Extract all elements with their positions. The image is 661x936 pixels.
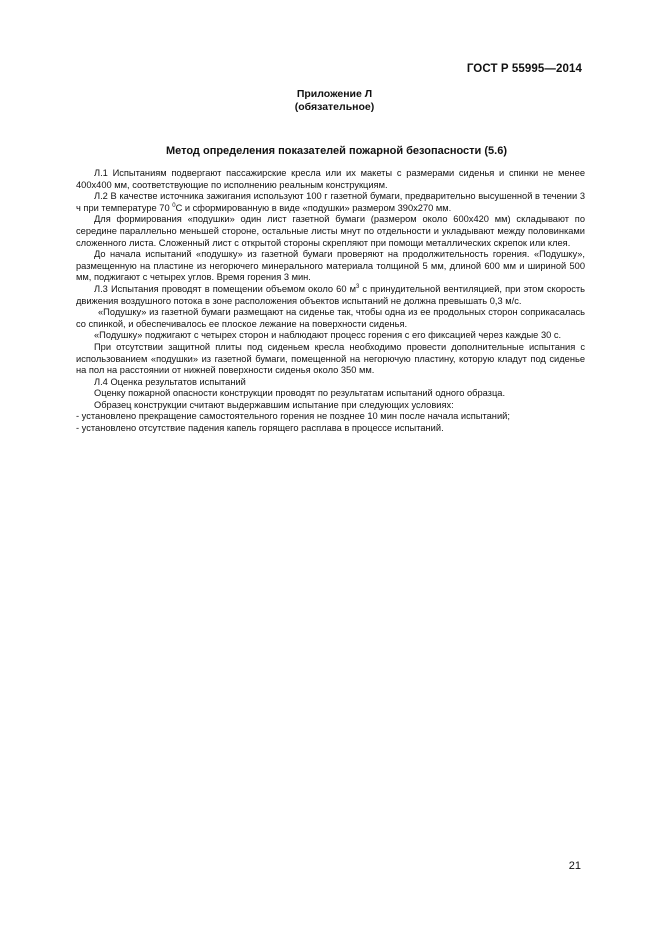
paragraph-l4-heading: Л.4 Оценка результатов испытаний [94,376,246,387]
paragraph-l1: Л.1 Испытаниям подвергают пассажирские кресла или их макеты с размерами сиденья и спинки не менее 400х400 мм, соответствующие по исполнению реальным конструкциям. [76,168,585,190]
paragraph-evaluation: Оценку пожарной опасности конструкции проводят по результатам испытаний одного образца. [94,388,506,399]
list-item-condition-2: - установлено отсутствие падения капель горящего расплава в процессе испытаний. [76,423,444,434]
paragraph-placement: «Подушку» из газетной бумаги размещают на сиденье так, чтобы одна из ее продольных сторон соприкасалась со спинкой, и обеспечивалось ее плоское лежание на поверхности сиденья. [76,307,585,329]
cubic-superscript: 3 [355,283,360,290]
paragraph-l2 [76,191,585,214]
page-number: 21 [568,860,581,872]
paragraph-burn-check: До начала испытаний «подушку» из газетной бумаги проверяют на продолжительность горения. «Подушку», размещенную на пластине из негорючего минерального материала толщиной 5 мм, длиной 600 мм и шириной 500 мм, поджигают с четырех углов. Время горения 3 мин. [76,249,585,283]
appendix-heading [0,88,661,114]
paragraph-l2-text-end: С и сформированную в виде «подушки» размером 390х270 мм. [175,202,452,213]
appendix-status: (обязательное) [294,101,375,113]
document-code: ГОСТ Р 55995—2014 [466,63,582,75]
paragraph-l3-text-end: с принудительной вентиляцией, при этом скорость движения воздушного потока в зоне расположения объектов испытаний не должна превышать 0,3 м/с. [76,283,585,306]
paragraph-ignition: «Подушку» поджигают с четырех сторон и наблюдают процесс горения с его фиксацией через каждые 30 с. [94,330,562,341]
appendix-title: Приложение Л [296,88,373,100]
paragraph-pillow-forming: Для формирования «подушки» один лист газетной бумаги (размером около 600х420 мм) складывают по середине параллельно меньшей стороне, остальные листы мнут по отдельности и укладывают между половинками сложенного листа. Сложенный лист с открытой стороны скрепляют при помощи металлических скрепок или клея. [76,214,585,248]
paragraph-l3-text: Л.3 Испытания проводят в помещении объемом около 60 м [94,283,356,294]
paragraph-l3 [76,284,585,307]
degree-superscript: 0 [172,202,176,209]
paragraph-conditions: Образец конструкции считают выдержавшим испытание при следующих условиях: [94,399,454,410]
body-text [76,168,585,435]
paragraph-extra-tests: При отсутствии защитной плиты под сиденьем кресла необходимо провести дополнительные испытания с использованием «подушки» из газетной бумаги, помещенной на негорючую пластину, которую кладут под сиденье на пол на расстоянии от нижней поверхности сиденья около 350 мм. [76,341,585,376]
paragraph-l2-text: Л.2 В качестве источника зажигания используют 100 г газетной бумаги, предварительно высушенной в течении 3 ч при температуре 70 [76,191,585,213]
section-title: Метод определения показателей пожарной безопасности (5.6) [165,145,507,157]
list-item-condition-1: - установлено прекращение самостоятельного горения не позднее 10 мин после начала испытаний; [76,411,510,422]
